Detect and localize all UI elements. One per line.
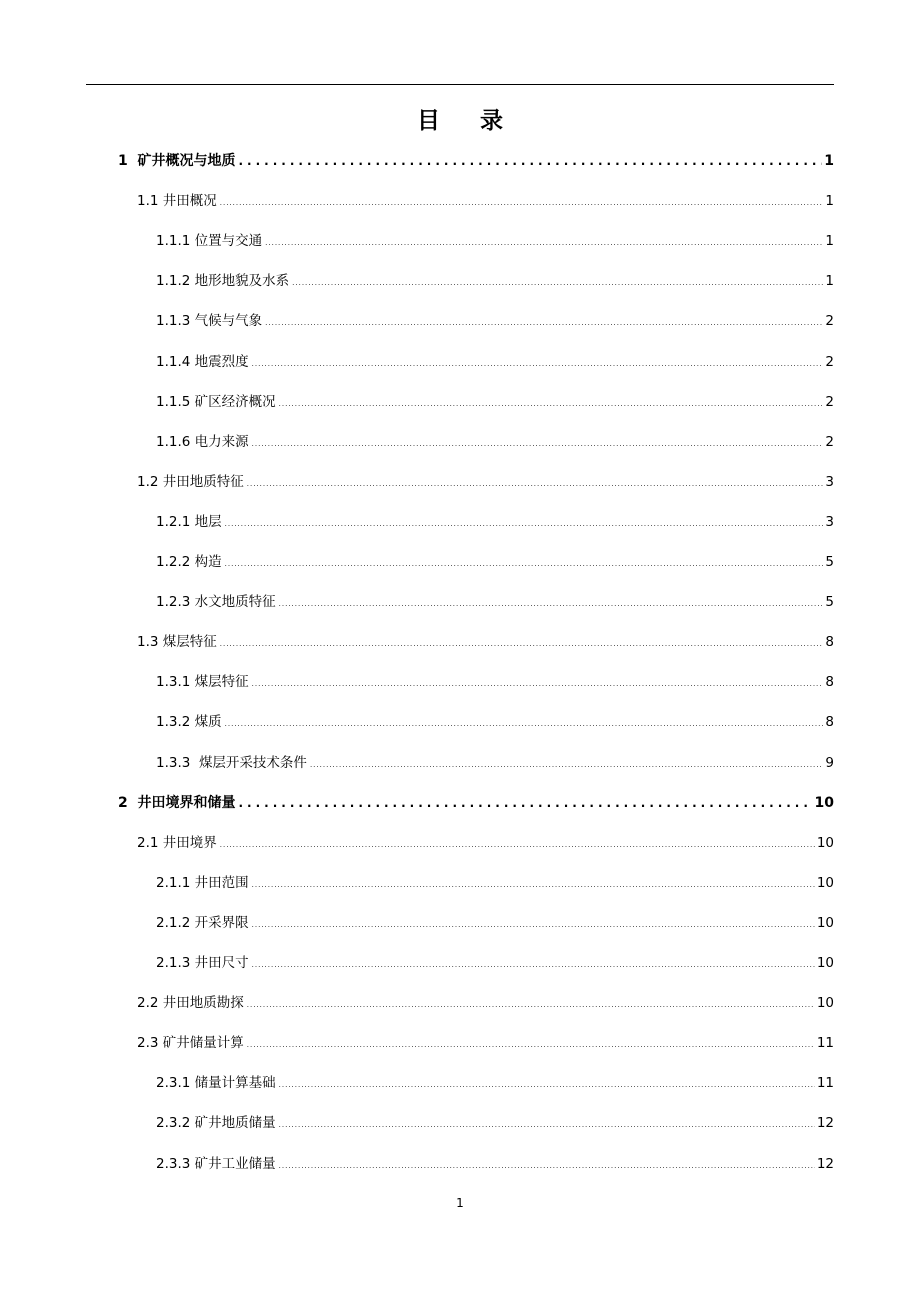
toc-entry-page: 5 xyxy=(825,554,834,570)
toc-entry[interactable] xyxy=(156,431,834,453)
toc-entry-number: 2.1.1 xyxy=(156,874,195,891)
toc-entry-page: 10 xyxy=(816,995,834,1012)
toc-entry[interactable] xyxy=(156,351,834,373)
toc-dot-leader xyxy=(225,713,824,735)
toc-entry-number: 1.1.2 xyxy=(156,273,195,290)
toc-entry-label: 煤层开采技术条件 xyxy=(198,754,307,771)
toc-entry[interactable] xyxy=(156,752,834,774)
toc-dot-leader xyxy=(252,954,815,976)
toc-entry[interactable] xyxy=(156,1112,834,1134)
toc-entry-number: 2 xyxy=(118,794,138,811)
toc-entry-page: 10 xyxy=(816,914,834,931)
toc-dot-leader xyxy=(310,754,823,776)
toc-entry-number: 1.1.3 xyxy=(156,313,195,330)
toc-entry-label: 地层 xyxy=(194,513,222,530)
toc-entry-number: 2.1.3 xyxy=(156,955,195,971)
toc-dot-leader xyxy=(239,792,813,814)
toc-entry-number: 2.2 xyxy=(137,995,163,1012)
toc-dot-leader xyxy=(252,353,824,375)
toc-entry[interactable] xyxy=(156,1153,834,1175)
toc-entry-number: 1.2.1 xyxy=(156,513,195,530)
toc-entry-label: 矿井地质储量 xyxy=(194,1115,276,1132)
toc-entry-page: 11 xyxy=(816,1035,834,1052)
toc-entry-label: 井田地质勘探 xyxy=(162,995,244,1012)
toc-dot-leader xyxy=(252,433,824,455)
toc-entry-label: 井田范围 xyxy=(194,874,249,891)
toc-entry-page: 10 xyxy=(816,834,834,851)
toc-entry-label: 电力来源 xyxy=(194,433,249,450)
toc-entry-number: 1.3 xyxy=(137,634,163,651)
toc-entry-page: 2 xyxy=(825,393,834,410)
toc-entry-number: 1.2 xyxy=(137,473,163,490)
toc-entry[interactable] xyxy=(156,1072,834,1094)
toc-entry-number: 1.1 xyxy=(137,193,163,210)
toc-entry[interactable] xyxy=(156,872,834,894)
toc-entry-page: 3 xyxy=(825,473,834,490)
toc-entry-page: 2 xyxy=(825,353,834,370)
toc-entry-label: 井田境界 xyxy=(162,834,217,851)
page-title: 目 录 xyxy=(416,108,519,134)
toc-entry-page: 10 xyxy=(814,794,834,811)
toc-entry-number: 2.3.3 xyxy=(156,1155,195,1172)
toc-entry-page: 3 xyxy=(825,513,834,530)
toc-entry-page: 2 xyxy=(825,433,834,450)
toc-entry[interactable] xyxy=(137,992,834,1014)
toc-entry[interactable] xyxy=(156,230,834,252)
toc-entry-label: 位置与交通 xyxy=(194,233,263,250)
toc-entry-number: 2.1 xyxy=(137,834,163,851)
toc-entry-page: 1 xyxy=(825,233,834,250)
toc-dot-leader xyxy=(265,232,823,254)
toc-entry-label: 井田地质特征 xyxy=(162,473,244,490)
toc-entry-number: 1.1.5 xyxy=(156,393,195,410)
toc-entry-label: 矿井概况与地质 xyxy=(137,153,236,169)
toc-entry[interactable] xyxy=(137,471,834,493)
toc-entry-label: 地形地貌及水系 xyxy=(194,273,290,290)
toc-entry[interactable] xyxy=(156,711,834,733)
toc-entry-number: 1.3.1 xyxy=(156,674,195,691)
toc-entry[interactable] xyxy=(156,912,834,934)
toc-entry-page: 8 xyxy=(825,674,834,691)
toc-entry-page: 1 xyxy=(825,193,834,210)
toc-entry[interactable] xyxy=(118,792,834,814)
toc-entry-label: 煤层特征 xyxy=(194,674,249,691)
toc-dot-leader xyxy=(220,633,824,655)
toc-entry-page: 12 xyxy=(816,1155,834,1172)
toc-entry-page: 2 xyxy=(825,313,834,330)
toc-entry-label: 矿井储量计算 xyxy=(162,1035,244,1052)
toc-dot-leader xyxy=(252,914,815,936)
toc-entry-number: 1.1.4 xyxy=(156,353,195,370)
toc-entry-page: 12 xyxy=(816,1115,834,1132)
toc-entry[interactable] xyxy=(156,952,834,974)
toc-entry-label: 矿区经济概况 xyxy=(194,393,276,410)
toc-dot-leader xyxy=(225,553,824,575)
toc-dot-leader xyxy=(220,192,824,214)
toc-entry-label: 矿井工业储量 xyxy=(194,1155,276,1172)
toc-entry-number: 1 xyxy=(118,153,138,169)
page-number: 1 xyxy=(456,1196,464,1210)
toc-entry[interactable] xyxy=(156,391,834,413)
toc-entry-number: 2.3.2 xyxy=(156,1115,195,1132)
toc-entry-label: 煤质 xyxy=(194,714,222,731)
toc-dot-leader xyxy=(220,834,815,856)
toc-entry-page: 1 xyxy=(825,273,834,290)
toc-entry-number: 2.1.2 xyxy=(156,914,195,931)
toc-entry-page: 8 xyxy=(825,714,834,731)
toc-entry-page: 10 xyxy=(816,955,834,971)
toc-entry-number: 2.3 xyxy=(137,1035,163,1052)
toc-dot-leader xyxy=(252,673,824,695)
toc-entry-label: 开采界限 xyxy=(194,914,249,931)
toc-entry-page: 11 xyxy=(816,1075,834,1092)
toc-dot-leader xyxy=(247,473,824,495)
toc-dot-leader xyxy=(279,393,824,415)
toc-entry[interactable] xyxy=(137,1032,834,1054)
toc-entry[interactable] xyxy=(156,310,834,332)
toc-entry-page: 5 xyxy=(825,594,834,611)
toc-entry[interactable] xyxy=(156,591,834,613)
toc-entry-label: 井田概况 xyxy=(162,193,217,210)
toc-entry-number: 2.3.1 xyxy=(156,1075,195,1092)
toc-entry[interactable] xyxy=(156,270,834,292)
toc-dot-leader xyxy=(247,1034,815,1056)
toc-entry-label: 地震烈度 xyxy=(194,353,249,370)
toc-entry-label: 储量计算基础 xyxy=(194,1075,276,1092)
toc-entry-number: 1.3.3 xyxy=(156,754,199,771)
toc-dot-leader xyxy=(252,874,815,896)
toc-dot-leader xyxy=(279,1155,815,1177)
toc-dot-leader xyxy=(279,1074,815,1096)
toc-dot-leader xyxy=(279,593,824,615)
toc-entry[interactable] xyxy=(137,190,834,212)
toc-dot-leader xyxy=(265,312,823,334)
toc-entry-page: 10 xyxy=(816,874,834,891)
toc-dot-leader xyxy=(292,272,823,294)
toc-entry-label: 煤层特征 xyxy=(162,634,217,651)
toc-dot-leader xyxy=(225,513,824,535)
toc-dot-leader xyxy=(247,994,815,1016)
toc-entry-label: 井田尺寸 xyxy=(194,955,249,971)
toc-entry-number: 1.1.1 xyxy=(156,233,195,250)
toc-entry[interactable] xyxy=(137,631,834,653)
toc-entry-page: 8 xyxy=(825,634,834,651)
toc-entry-label: 井田境界和储量 xyxy=(137,794,236,811)
toc-entry[interactable] xyxy=(156,511,834,533)
toc-entry[interactable] xyxy=(118,150,834,172)
toc-entry-label: 构造 xyxy=(194,554,222,570)
toc-entry[interactable] xyxy=(137,832,834,854)
toc-entry-page: 1 xyxy=(824,153,834,169)
toc-entry-number: 1.1.6 xyxy=(156,433,195,450)
toc-entry[interactable] xyxy=(156,551,834,573)
toc-entry[interactable] xyxy=(156,671,834,693)
toc-dot-leader xyxy=(279,1114,815,1136)
toc-entry-label: 水文地质特征 xyxy=(194,594,276,611)
toc-entry-label: 气候与气象 xyxy=(194,313,263,330)
toc-entry-page: 9 xyxy=(825,754,834,771)
toc-dot-leader xyxy=(239,150,823,172)
toc-entry-number: 1.2.3 xyxy=(156,594,195,611)
toc-entry-number: 1.3.2 xyxy=(156,714,195,731)
toc-entry-number: 1.2.2 xyxy=(156,554,195,570)
